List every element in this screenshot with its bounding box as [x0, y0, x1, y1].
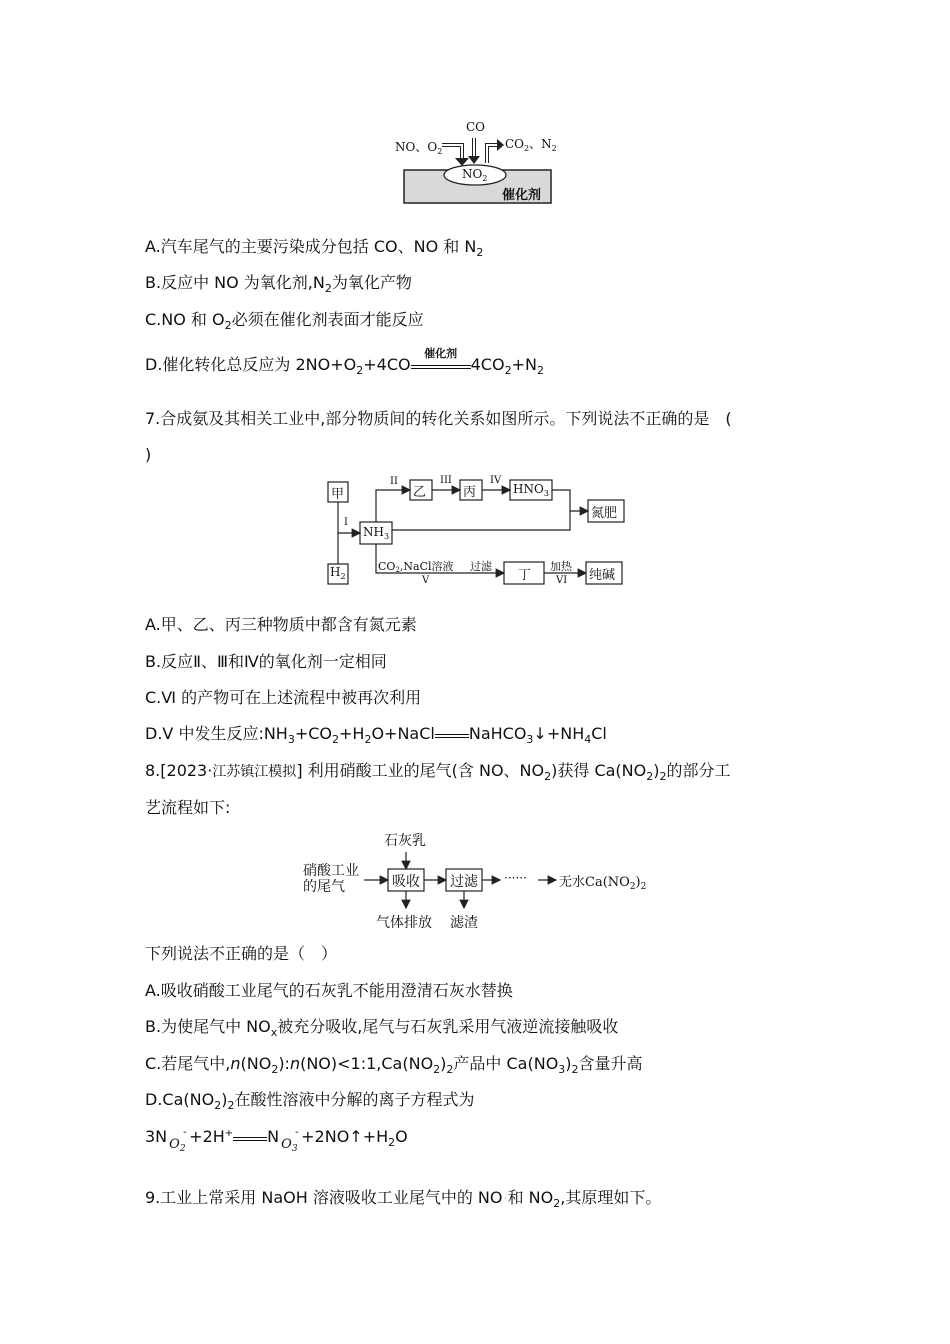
- product-label: 无水$Ca(NO_2)_2$: [559, 875, 647, 892]
- nh3-label: $NH_3$: [363, 525, 390, 541]
- no2-label: $NO_2$: [462, 167, 488, 183]
- jia-label: 甲: [331, 487, 345, 502]
- process-flow-diagram: [300, 826, 660, 932]
- reaction-iv-label: IV: [490, 475, 502, 486]
- fertilizer-label: 氮肥: [591, 506, 618, 521]
- reactants-label: NO、$O_2$: [395, 140, 443, 156]
- reaction-equals-sign: [435, 725, 469, 745]
- arrow-hno3-fertilizer: [552, 490, 588, 511]
- q8-option-b: B.为使尾气中 $NO_x$被充分吸收,尾气与石灰乳采用气液逆流接触吸收: [145, 1017, 619, 1039]
- hno3-label: $HNO_3$: [513, 482, 549, 498]
- catalyst-label: 催化剂: [502, 188, 542, 203]
- reaction-ii-label: II: [390, 476, 398, 487]
- bing-label: 丙: [463, 485, 477, 500]
- reaction-i-label: I: [344, 517, 348, 528]
- reaction-equals-sign: 催化剂: [411, 356, 471, 376]
- reaction-equals-sign: [233, 1128, 267, 1148]
- q8-prompt: 下列说法不正确的是（ ）: [145, 944, 338, 963]
- q7-stem-close: ): [145, 445, 152, 464]
- arrow-in-left: [442, 145, 462, 158]
- filter-label: 过滤: [470, 560, 492, 573]
- arrow-ii: [376, 490, 410, 522]
- q6-option-b: B.反应中 NO 为氧化剂$,N_2$为氧化产物: [145, 273, 412, 295]
- h2-label: $H_2$: [330, 565, 346, 581]
- absorb-label: 吸收: [392, 874, 420, 890]
- products-label: $CO_2$、$N_2$: [505, 137, 557, 153]
- q9-stem: 9.工业上常采用 NaOH 溶液吸收工业尾气中的 NO 和 $NO_2$,其原理如下。: [145, 1188, 662, 1210]
- q8-ion-equation: 3N $O_2$ - +2H+ N $O_3$ - $+2NO↑+H_2O$: [145, 1127, 408, 1154]
- q8-stem-line2: 艺流程如下:: [145, 798, 231, 817]
- arrow-nh3-fertilizer: [392, 511, 570, 530]
- residue-label: 滤渣: [450, 915, 478, 931]
- soda-label: 纯碱: [589, 568, 616, 583]
- ammonia-flow-diagram: [320, 474, 630, 589]
- heat-label: 加热: [550, 560, 572, 573]
- arrow-out-right: [487, 145, 497, 163]
- q6-option-d: D.催化转化总反应为 $2NO+O_2+4CO$ 催化剂 $4CO_2+N_2$: [145, 346, 544, 377]
- reaction-v-label: V: [422, 575, 430, 586]
- q7-option-c: C.Ⅵ 的产物可在上述流程中被再次利用: [145, 688, 422, 707]
- q8-option-d: $D.Ca(NO_2)_2$在酸性溶液中分解的离子方程式为: [145, 1090, 475, 1112]
- dots-label: ······: [504, 871, 527, 885]
- arrow-out-right-head: [497, 139, 504, 151]
- q7-option-b: B.反应Ⅱ、Ⅲ和Ⅳ的氧化剂一定相同: [145, 652, 387, 671]
- q7-option-a: A.甲、乙、丙三种物质中都含有氮元素: [145, 615, 417, 634]
- nitrate-ion: $O_3$ -: [281, 1127, 299, 1154]
- ding-label: 丁: [518, 568, 532, 583]
- source-label: 硝酸工业 的尾气: [303, 863, 359, 895]
- q8-option-a: A.吸收硝酸工业尾气的石灰乳不能用澄清石灰水替换: [145, 981, 513, 1000]
- q8-stem: 8.[2023·江苏镇江模拟] 利用硝酸工业的尾气(含 NO、$NO_2$)获得 $Ca(NO_2)_2$的部分工: [145, 761, 731, 783]
- lime-label: 石灰乳: [384, 833, 426, 849]
- gas-out-label: 气体排放: [376, 915, 432, 931]
- q8-source: 江苏镇江模拟: [212, 764, 297, 780]
- reaction-iii-label: III: [440, 475, 452, 486]
- filter-step-label: 过滤: [450, 874, 478, 890]
- catalyst-diagram: [392, 118, 562, 208]
- q6-option-a: A.汽车尾气的主要污染成分包括 CO、NO 和 $N_2$: [145, 237, 484, 259]
- co-label: CO: [466, 120, 486, 134]
- yi-label: 乙: [413, 485, 427, 500]
- nitrite-ion: $O_2$ -: [169, 1127, 187, 1154]
- q6-option-c: C.NO 和 $O_2$必须在催化剂表面才能反应: [145, 310, 424, 332]
- reaction-vi-label: VI: [556, 575, 568, 586]
- co2-nacl-label: CO2,NaCl溶液: [378, 560, 454, 574]
- q8-option-c: C.若尾气中$,n(NO_2):n(NO)<1:1,Ca(NO_2)_2$产品中 $Ca(NO_3)_2$含量升高: [145, 1054, 643, 1076]
- q7-option-d: D.Ⅴ 中发生反应$:NH_3+CO_2+H_2O+NaCl$ $NaHCO_3↓+NH_4Cl$: [145, 724, 607, 746]
- q7-stem: 7.合成氨及其相关工业中,部分物质间的转化关系如图所示。下列说法不正确的是 (: [145, 409, 732, 428]
- arrow-co-down-head: [468, 156, 480, 164]
